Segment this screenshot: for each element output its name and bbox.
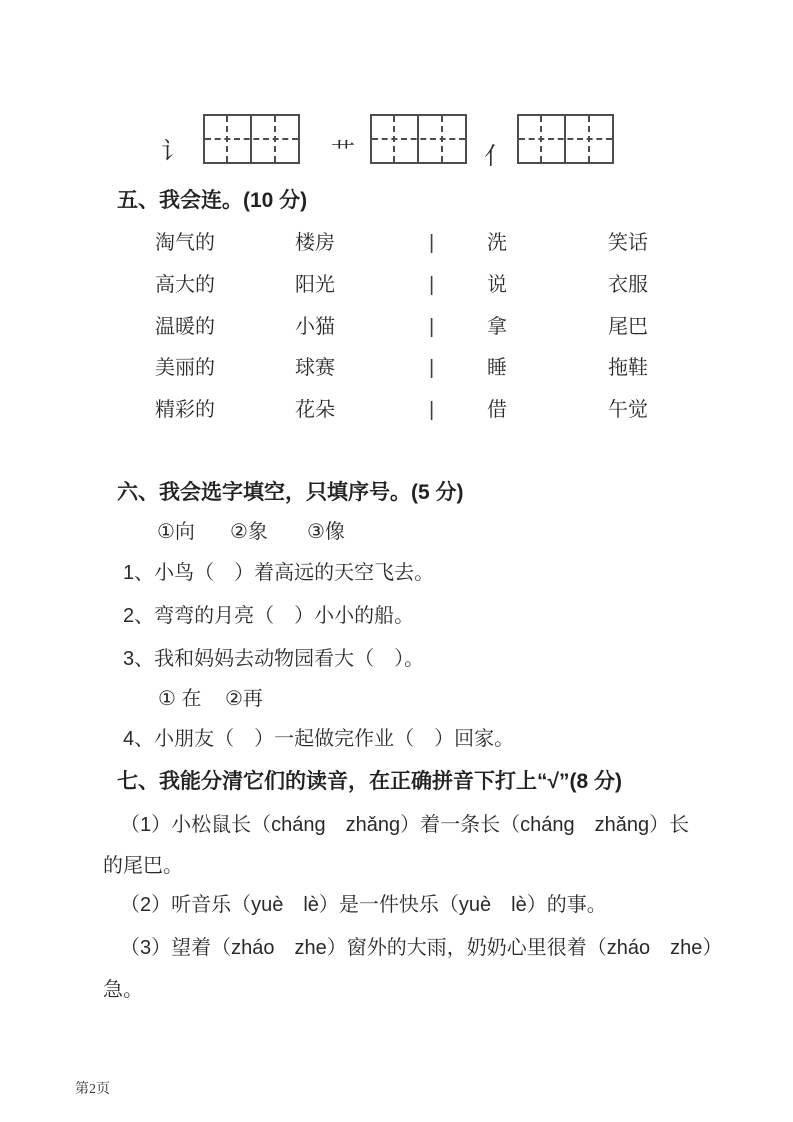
section6-options (0, 518, 793, 546)
grid-cell (372, 116, 419, 162)
section7-item-2: （2）听音乐（yuè lè）是一件快乐（yuè lè）的事。 (120, 894, 607, 916)
match-verb: 睡 (487, 357, 507, 379)
match-row (0, 313, 793, 341)
match-noun: 小猫 (295, 316, 335, 338)
grid-cell (419, 116, 466, 162)
section6-item-4: 4、小朋友（ ）一起做完作业（ ）回家。 (123, 728, 515, 750)
grid-cell (519, 116, 566, 162)
section7-item-1-line-2: 的尾巴。 (103, 855, 183, 877)
match-noun: 花朵 (295, 399, 335, 421)
section7-title: 七、我能分清它们的读音，在正确拼音下打上“√”(8 分) (117, 770, 623, 793)
column-divider: | (429, 316, 435, 338)
grid-cell (566, 116, 613, 162)
radical-speech: 讠 (161, 138, 185, 165)
section6-item-2: 2、弯弯的月亮（ ）小小的船。 (123, 605, 415, 627)
writing-grid-1 (203, 114, 300, 164)
sub-option-1: ① 在 (158, 688, 202, 710)
section6-item-1: 1、小鸟（ ）着高远的天空飞去。 (123, 562, 435, 584)
match-object: 尾巴 (608, 316, 648, 338)
writing-grid-3 (517, 114, 614, 164)
match-verb: 洗 (487, 232, 507, 254)
radical-grass: 艹 (331, 139, 355, 166)
grid-cell (205, 116, 252, 162)
section5-title: 五、我会连。(10 分) (117, 189, 308, 212)
match-verb: 说 (487, 274, 507, 296)
match-row (0, 396, 793, 424)
match-object: 笑话 (608, 232, 648, 254)
match-object: 衣服 (608, 274, 648, 296)
match-noun: 球赛 (295, 357, 335, 379)
match-adjective: 美丽的 (155, 357, 215, 379)
grid-cell (252, 116, 299, 162)
writing-grid-2 (370, 114, 467, 164)
match-row (0, 229, 793, 257)
section6-item-3: 3、我和妈妈去动物园看大（ ）。 (123, 648, 425, 670)
section6-sub-options (0, 685, 793, 713)
sub-option-2: ②再 (225, 688, 263, 710)
section6-title: 六、我会选字填空，只填序号。(5 分) (117, 481, 464, 504)
option-2: ②象 (230, 521, 268, 543)
match-adjective: 高大的 (155, 274, 215, 296)
page-number: 第2页 (75, 1082, 110, 1097)
radical-person: 亻 (484, 143, 508, 170)
match-object: 拖鞋 (608, 357, 648, 379)
section7-item-3-line-2: 急。 (103, 979, 143, 1001)
match-adjective: 精彩的 (155, 399, 215, 421)
option-1: ①向 (157, 521, 195, 543)
section7-item-3-line-1: （3）望着（zháo zhe）窗外的大雨，奶奶心里很着（zháo zhe） (120, 937, 723, 959)
match-verb: 拿 (487, 316, 507, 338)
match-adjective: 淘气的 (155, 232, 215, 254)
option-3: ③像 (307, 521, 345, 543)
match-row (0, 271, 793, 299)
match-noun: 阳光 (295, 274, 335, 296)
match-adjective: 温暖的 (155, 316, 215, 338)
match-object: 午觉 (608, 399, 648, 421)
match-verb: 借 (487, 399, 507, 421)
column-divider: | (429, 274, 435, 296)
section7-item-1-line-1: （1）小松鼠长（cháng zhǎng）着一条长（cháng zhǎng）长 (120, 814, 690, 836)
match-row (0, 354, 793, 382)
column-divider: | (429, 399, 435, 421)
match-noun: 楼房 (295, 232, 335, 254)
column-divider: | (429, 232, 435, 254)
column-divider: | (429, 357, 435, 379)
